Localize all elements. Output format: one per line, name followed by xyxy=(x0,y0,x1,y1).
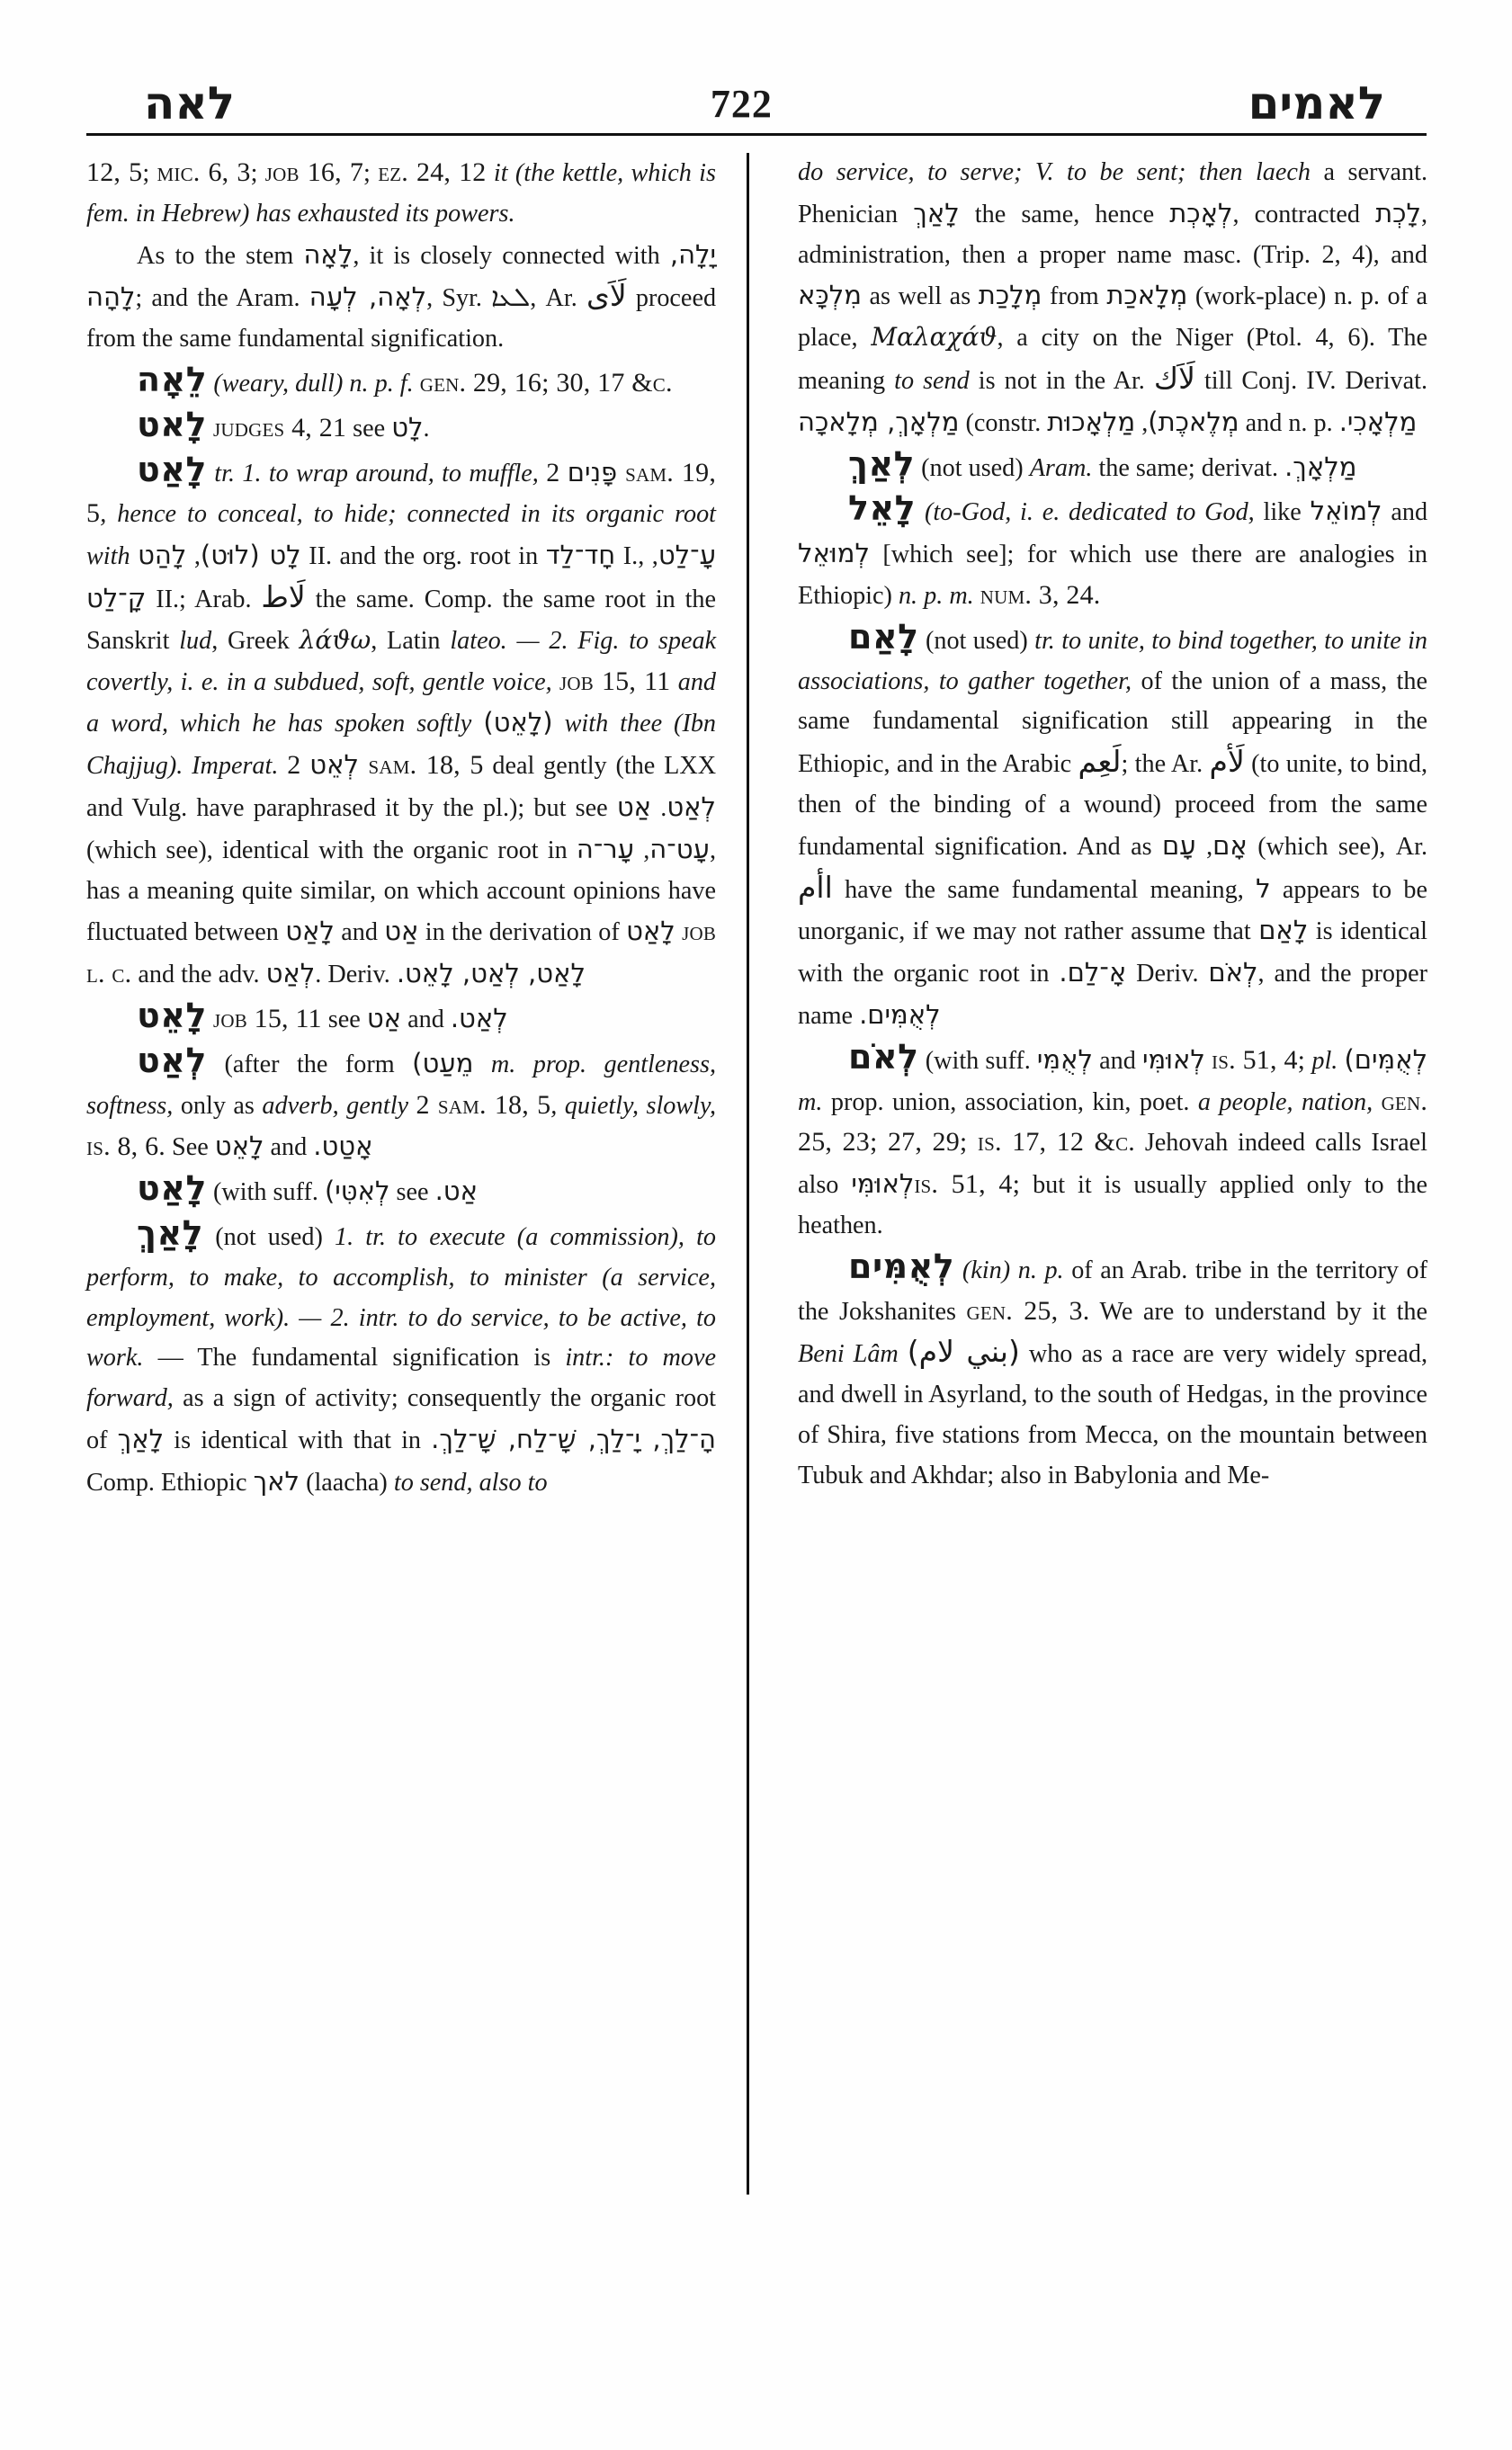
greek-label: Greek xyxy=(228,626,290,655)
entry-grammar: m. xyxy=(798,1087,823,1116)
paragraph-stem-etymology: As to the stem לָאָה, it is closely connected with יָלָה, לָהָה; and the Aram. לְאָה, לְעָה, Syr. ܠܥܐ, Ar. لَاَى proceed from the same fundamental signification. xyxy=(86,238,717,353)
entry-grammar: tr. xyxy=(1034,626,1055,655)
latin-label: Latin xyxy=(387,626,441,655)
entry-lael xyxy=(798,488,1427,616)
text-c: the same, hence xyxy=(974,200,1155,228)
mid-text: and the org. root in xyxy=(339,542,539,571)
hebrew-root-e: קָ־לַט xyxy=(86,582,147,613)
text-l: (constr. xyxy=(965,408,1042,437)
after-arabic-text: the same. Comp. the same root in the Sanskrit xyxy=(86,585,717,655)
hebrew-root-f: עָט־ה xyxy=(649,833,710,864)
hebrew-derivative: מַלְאָךְ. xyxy=(1284,451,1357,482)
hebrew-derivatives-b: מְלֶאכֶת) xyxy=(1148,406,1239,437)
text-g: from xyxy=(1049,282,1099,311)
syriac-label: Syr. xyxy=(442,284,482,313)
hebrew-object: פָּנִים xyxy=(567,456,618,487)
lead-text: As to the stem xyxy=(137,241,294,270)
hebrew-form-c: מִלְכָּא xyxy=(798,280,862,311)
deriv-label: Deriv. xyxy=(327,961,390,989)
form-note: (after the form xyxy=(224,1050,395,1078)
arabic-word: لَاط xyxy=(261,578,306,614)
sense-2: — 2. Fig. to speak covertly, i. e. in a subdued, soft, gentle voice, xyxy=(86,626,717,696)
entry-laak xyxy=(86,1213,716,1504)
entry-headword: לָאט xyxy=(137,404,207,444)
hebrew-root-d: עָ־לַט xyxy=(658,540,717,571)
text-m: and n. p. xyxy=(1245,408,1333,437)
note-4: is identical with that in xyxy=(174,1426,422,1454)
entry-leummim xyxy=(798,1247,1427,1497)
text-j: is not in the Ar. xyxy=(978,366,1145,395)
usage-note: (not used) xyxy=(925,626,1028,655)
entry-leah xyxy=(86,360,716,405)
ref-is-51-4-b: is. 51, 4; xyxy=(914,1169,1021,1200)
text-i: , a city on the Niger (Ptol. 4, 6). The meaning xyxy=(798,324,1428,395)
note-3: as a sign of activity; consequently the organic root of xyxy=(86,1384,716,1454)
running-head xyxy=(144,43,1385,130)
text-d: , contracted xyxy=(1232,200,1360,228)
hebrew-root-b: לָהַט xyxy=(138,540,187,571)
note-6: to send, also to xyxy=(393,1468,548,1497)
ref-job-lc: job l. c. xyxy=(86,917,717,989)
entry-laam: לָאַם (not used) tr. to unite, to bind together, to unite in associations, to gather together, of the union of a mass, the same fundamental signification still appearing in the Ethiopic, and in the Arabic لَعِم; the Ar. لَأم (to unite, to bind, then of the binding of a wound) proceed from the same fundamental signification. And as אָם, עָם (which see), Ar. اأم have the same fundamental meaning, ל appears to be unorganic, if we may not rather assume that לָאַם is identical with the organic root in אָ־לַם. Deriv. לְאֹם, and the proper name לְאֻמִּים. xyxy=(798,616,1428,1030)
entry-meaning: (kin) xyxy=(962,1256,1011,1284)
hebrew-root-g: עָר־ה xyxy=(576,833,635,864)
arabic-label: Ar. xyxy=(545,284,577,313)
two-column-body xyxy=(86,153,1428,2195)
entry-grammar: n. p. m. xyxy=(898,581,974,610)
entry-grammar: n. p. f. xyxy=(349,369,414,398)
text-a: Jehovah indeed calls Israel also xyxy=(798,1129,1427,1200)
hebrew-word: לְאוּמִּי xyxy=(851,1168,915,1200)
sanskrit-word: lud xyxy=(179,626,212,655)
gloss-italic: a people, nation, xyxy=(1197,1087,1373,1116)
entry-laat-verb: לָאַט tr. 1. to wrap around, to muffle, פָּנִים 2 sam. 19, 5, hence to conceal, to hide; connected in its organic root with לָט (לוּט), לָהַט II. and the org. root in חָד־לַד I., עָ־לַט, קָ־לַט II.; Arab. لَاط the same. Comp. the same root in the Sanskrit lud, Greek λάϑω, Latin lateo. — 2. Fig. to speak covertly, i. e. in a subdued, soft, gentle voice, job 15, 11 and a word, which he has spoken softly (לָאֵט) with thee (Ibn Chajjug). Imperat. לְאֵט 2 sam. 18, 5 deal gently (the LXX and Vulg. have paraphrased it by the pl.); but see לְאַט. אַט (which see), identical with the organic root in עָט־ה, עָר־ה , has a meaning quite similar, on which account opinions have fluctuated between לָאַט and אַט in the derivation of לָאַט job l. c. and the adv. לְאַט. Deriv. לָאַט, לְאַט, לָאֵט. xyxy=(86,449,717,989)
latin-word: lateo. xyxy=(450,626,507,655)
note-5: Comp. Ethiopic xyxy=(86,1468,247,1497)
entry-headword: לְאַט xyxy=(137,1040,207,1080)
hebrew-word-b: עָם xyxy=(1162,829,1196,861)
hebrew-see-a: לְאַט xyxy=(667,791,717,822)
cross-ref-label: see xyxy=(327,1005,361,1033)
entry-leak-aram xyxy=(798,444,1427,489)
hebrew-root-c: חָד־לַד xyxy=(545,540,616,571)
ref-2sam-18-5: 2 sam. 18, 5 xyxy=(416,1089,551,1120)
roman-numeral-2: I., xyxy=(622,542,645,571)
hebrew-derivatives-d: מַלְאָכִי. xyxy=(1338,406,1418,437)
arabic-tribe-name: (بني لام) xyxy=(907,1334,1020,1370)
see-word-a: לָאֵט xyxy=(214,1131,264,1162)
entry-meaning: (to-God, i. e. dedicated to God, xyxy=(924,498,1255,527)
running-head-left-headword: לאה xyxy=(144,77,236,130)
cross-ref-word-a: אַט xyxy=(366,1002,402,1033)
hebrew-form-e: מְלָאכַת xyxy=(1106,280,1188,311)
phenician-word: לָאַךְ xyxy=(913,197,960,228)
text-f: appears to be unorganic, if we may not rather assume that xyxy=(798,875,1428,946)
cross-ref-word: אַט. xyxy=(434,1176,478,1207)
right-column xyxy=(758,153,1427,2195)
gloss-2: only as xyxy=(180,1091,255,1120)
ref-12-5: 12, 5 xyxy=(86,157,143,187)
hebrew-parenthetical: (לָאֵט) xyxy=(483,707,553,738)
entry-grammar: n. p. xyxy=(1017,1256,1064,1284)
text-h: (work-place) n. p. of a place, xyxy=(798,282,1428,353)
text-e: , administration, then a proper name masc. (Trip. 2, 4), and xyxy=(798,200,1428,269)
usage-note: (not used) xyxy=(215,1222,323,1251)
text-a: , it is closely connected with xyxy=(353,241,660,270)
hebrew-deriv-word: לָאַט xyxy=(626,916,675,947)
arabic-label: Arab. xyxy=(194,585,252,613)
column-divider-rule xyxy=(747,153,749,2195)
hebrew-cognates-b: לְאָה, לְעָה xyxy=(309,282,427,313)
italic-term: laech xyxy=(1255,158,1311,186)
text-a: do service, to serve; V. to be sent; then xyxy=(798,158,1243,186)
text-c: (to unite, to bind, then of the binding of a wound) proceed from the same fundamental signification. And as xyxy=(798,750,1428,861)
sense-2f: , has a meaning quite similar, on which account opinions have fluctuated between xyxy=(86,836,716,947)
arabic-word-b: لَأم xyxy=(1209,744,1245,780)
hebrew-between-b: אַט xyxy=(384,916,419,947)
header-rule xyxy=(86,133,1427,136)
sense-3: intr.: to move forward, xyxy=(86,1344,717,1413)
cross-ref-word-b: לְאַט. xyxy=(450,1002,508,1033)
entry-leat-noun xyxy=(86,1041,716,1168)
entry-headword: לְאַךְ xyxy=(848,443,916,484)
text-c: who as a race are very widely spread, and dwell in Asyrland, to the south of Hedgas, in the province of Shira, five stations from Mecca, on the mountain between Tubuk and Akhdar; also in Babylonia and Me- xyxy=(798,1340,1428,1489)
entry-grammar: tr. xyxy=(214,459,236,487)
entry-headword: לֵאָה xyxy=(137,359,208,399)
arabic-word: لَاَى xyxy=(586,278,627,314)
usage-note: (not used) xyxy=(921,453,1024,482)
hebrew-root-word: לָאַךְ xyxy=(117,1423,165,1454)
text-a: like xyxy=(1263,498,1302,527)
language-label: Aram. xyxy=(1029,453,1093,482)
hebrew-word-c: לָאַם xyxy=(1258,915,1309,946)
hebrew-form-d: מְלָכַת xyxy=(978,280,1042,311)
sense-1b: , hence to conceal, to hide; connected in its organic root with xyxy=(86,500,716,571)
roman-numeral: II. xyxy=(309,542,333,571)
entry-meaning: (weary, dull) xyxy=(213,369,344,398)
hebrew-suffix-form: לְאִטִּי) xyxy=(324,1176,390,1207)
sense-1: 1. tr. to execute (a commission), to perform, to make, to accomplish, to minister (a service, employment, work). xyxy=(86,1222,717,1332)
entry-leom xyxy=(798,1037,1427,1247)
roman-numeral-3: II.; xyxy=(156,585,186,613)
text-d: (which see), Ar. xyxy=(1257,832,1427,861)
sense-2b: and a word, which he has spoken softly xyxy=(86,667,717,738)
deriv-label: Deriv. xyxy=(1136,960,1199,988)
entry-laat-suffix xyxy=(86,1168,716,1213)
entry-headword: לָאַם xyxy=(848,616,919,657)
see-label: See xyxy=(172,1133,209,1162)
hebrew-word-d: אָ־לַם. xyxy=(1059,957,1127,988)
gloss-text: to unite, to bind together, to unite in associations, to gather together, xyxy=(798,626,1428,695)
entry-refs: judges 4, 21 xyxy=(213,412,347,443)
hebrew-derivative-b: לְאֻמִּים. xyxy=(859,998,941,1030)
gloss-4: , quietly, slowly, xyxy=(550,1091,717,1120)
cross-ref-label: see xyxy=(396,1178,429,1207)
hebrew-cognates-a: יָלָה, לָהָה xyxy=(86,238,716,313)
entry-headword: לָאֵל xyxy=(848,488,917,529)
hebrew-root-a: לָט (לוּט) xyxy=(200,540,301,571)
arabic-word-a: لَعِم xyxy=(1078,744,1122,780)
sense-2e: (which see), identical with the organic root in xyxy=(86,836,568,864)
entry-refs: gen. 29, 16; 30, 17 &c. xyxy=(419,367,673,398)
text-e: have the same fundamental meaning, xyxy=(845,875,1244,904)
entry-headword: לָאֵט xyxy=(137,995,207,1035)
suffix-note: (with suff. xyxy=(925,1046,1031,1075)
page-number: 722 xyxy=(710,82,773,126)
entry-headword: לָאַט xyxy=(137,1168,207,1209)
gloss-text: the same; derivat. xyxy=(1098,453,1279,482)
hebrew-suffix-a: לְאֻמִּי xyxy=(1036,1043,1093,1075)
text-a: of the union of a mass, the same fundamental signification still appearing in the Ethiopic, and in the Arabic xyxy=(798,666,1427,779)
text-g: is identical with the organic root in xyxy=(798,917,1427,988)
hebrew-word-a: אָם xyxy=(1212,829,1248,861)
see-word-b: אָטַט. xyxy=(313,1131,373,1162)
entry-refs: gen. 25, 23; 27, 29; is. 17, 12 &c. xyxy=(798,1086,1428,1158)
hebrew-suffix-b: לְאוּמִּי xyxy=(1141,1043,1205,1075)
entry-laet xyxy=(86,996,716,1041)
sense-2c: with thee (Ibn Chajjug). Imperat. xyxy=(86,710,717,781)
hebrew-between-a: לָאַט xyxy=(285,916,335,947)
hebrew-letter-lamed: ל xyxy=(1256,872,1271,904)
hebrew-adverb: לְאַט xyxy=(265,958,316,989)
sense-2d: deal gently (the LXX and Vulg. have paraphrased it by the pl.); but see xyxy=(86,752,717,822)
cross-ref-label: see xyxy=(353,414,386,443)
tribe-name: Beni Lâm xyxy=(798,1340,899,1369)
entry-ref: num. 3, 24. xyxy=(980,579,1101,610)
ref-job-15-11: job 15, 11 xyxy=(559,666,671,696)
ref-2sam-18-5: 2 sam. 18, 5 xyxy=(287,750,484,781)
ref-2sam-19-5: 2 sam. 19, 5 xyxy=(86,457,717,529)
hebrew-form-b: לָכְת xyxy=(1375,197,1421,228)
hebrew-derivative-a: לְאֹם xyxy=(1208,957,1258,988)
suffix-note: (with suff. xyxy=(213,1178,318,1207)
paragraph-continuation: 12, 5; mic. 6, 3; job 16, 7; ez. 24, 12 it (the kettle, which is fem. in Hebrew) has exhausted its powers. xyxy=(86,157,716,228)
gloss-3: adverb, gently xyxy=(262,1091,409,1120)
ref-is-51-4: is. 51, 4; xyxy=(1212,1044,1306,1075)
left-column xyxy=(86,153,738,2195)
text-b: ; the Ar. xyxy=(1121,750,1203,779)
text-h: , and the proper name xyxy=(798,960,1427,1030)
hebrew-form-a: לְאָכְת xyxy=(1169,197,1233,228)
arabic-word-c: اأم xyxy=(798,869,833,905)
hebrew-related-roots: הָ־לַךְ, יָ־לַךְ, שָׁ־לַח, שָׁ־לַךְ. xyxy=(431,1423,717,1454)
hebrew-derivatives: לָאַט, לְאַט, לָאֵט. xyxy=(396,958,586,989)
hebrew-stem: לָאָה xyxy=(303,238,353,270)
cross-ref-word: לָט xyxy=(391,411,424,443)
entry-refs: job 15, 11 xyxy=(213,1003,322,1033)
text-b: and xyxy=(1391,498,1428,527)
text-b: a servant. Phenician xyxy=(798,158,1427,228)
text-b: ; and the Aram. xyxy=(135,284,300,313)
ethiopic-word: לאך xyxy=(253,1465,300,1497)
note-join: and xyxy=(1099,1046,1136,1075)
hebrew-plural: לְאֻמִּים) xyxy=(1344,1043,1428,1075)
entry-laat-judges xyxy=(86,405,716,450)
sense-1: 1. to wrap around, to muffle, xyxy=(242,459,539,487)
plural-label: pl. xyxy=(1311,1046,1338,1075)
transliteration: (laacha) xyxy=(306,1468,388,1497)
hebrew-see-b: אַט xyxy=(616,791,652,822)
ref-ez: ez. 24, 12 xyxy=(378,157,487,187)
hebrew-derivatives-c: מַלְאָכוּת xyxy=(1047,406,1136,437)
text-b: but it is usually applied only to the heathen. xyxy=(798,1171,1428,1239)
gloss-text: prop. union, association, kin, poet. xyxy=(830,1087,1190,1116)
gloss-text: it (the kettle, which is fem. in Hebrew) has exhausted its powers. xyxy=(86,159,716,228)
text-c: proceed from the same fundamental signification. xyxy=(86,284,717,353)
text-k: till Conj. IV. Derivat. xyxy=(1203,366,1428,395)
ref-is-8-6: is. 8, 6. xyxy=(86,1131,166,1162)
entry-headword: לָאַךְ xyxy=(137,1212,204,1253)
running-head-right-headword: לאמים xyxy=(1248,77,1385,130)
gloss-1: prop. gentleness, softness, xyxy=(86,1050,716,1120)
syriac-word: ܠܥܐ xyxy=(491,282,531,313)
entry-headword: לָאַט xyxy=(137,449,207,489)
entry-grammar: m. xyxy=(490,1050,516,1078)
sense-2h: and the adv. xyxy=(138,961,260,989)
greek-word: λάϑω xyxy=(299,624,371,655)
tail-punct: . xyxy=(423,414,430,443)
sense-2g: in the derivation of xyxy=(425,918,620,947)
paragraph-continuation: do service, to serve; V. to be sent; then laech a servant. Phenician לָאַךְ the same, hence לְאָכְת, contracted לָכְת, administration, then a proper name masc. (Trip. 2, 4), and מִלְכָּא as well as מְלָכַת from מְלָאכַת (work-place) n. p. of a place, Μαλαχάϑ, a city on the Niger (Ptol. 4, 6). The meaning to send is not in the Ar. لَاَك till Conj. IV. Derivat. מַלְאָךְ, מְלָאכָה (constr. מְלֶאכֶת), מַלְאָכוּת and n. p. מַלְאָכִי. xyxy=(798,158,1428,437)
text-c: [which see]; for which use there are analogies in Ethiopic) xyxy=(798,541,1427,610)
italic-term-2: to send xyxy=(894,366,970,395)
note-2: — The fundamental signification is xyxy=(157,1344,551,1373)
text-f: as well as xyxy=(869,282,971,311)
entry-headword: לְאֹם xyxy=(848,1036,919,1077)
cross-ref-join: and xyxy=(407,1005,444,1033)
hebrew-imperative: לְאֵט xyxy=(309,749,359,781)
hebrew-form: מֵעַט) xyxy=(412,1047,474,1078)
hebrew-compare-b: לְמוּאֵל xyxy=(798,538,870,569)
sense-2: — 2. intr. to do service, to be active, to work. xyxy=(86,1303,716,1373)
ref-mic: mic. 6, 3 xyxy=(157,157,251,187)
see-join: and xyxy=(270,1133,308,1162)
arabic-word: لَاَك xyxy=(1153,360,1195,396)
entry-headword: לְאֻמִּים xyxy=(848,1246,955,1286)
text-a: of an Arab. tribe in the territory of the Jokshanites xyxy=(798,1256,1428,1326)
hebrew-compare-a: לְמוֹאֵל xyxy=(1310,496,1382,527)
entry-ref: gen. 25, 3. xyxy=(966,1295,1090,1326)
hebrew-derivatives-a: מַלְאָךְ, מְלָאכָה xyxy=(798,406,960,437)
ref-job: job 16, 7 xyxy=(264,157,364,187)
greek-place-name: Μαλαχάϑ xyxy=(871,322,998,353)
text-b: We are to understand by it the xyxy=(1099,1297,1428,1326)
